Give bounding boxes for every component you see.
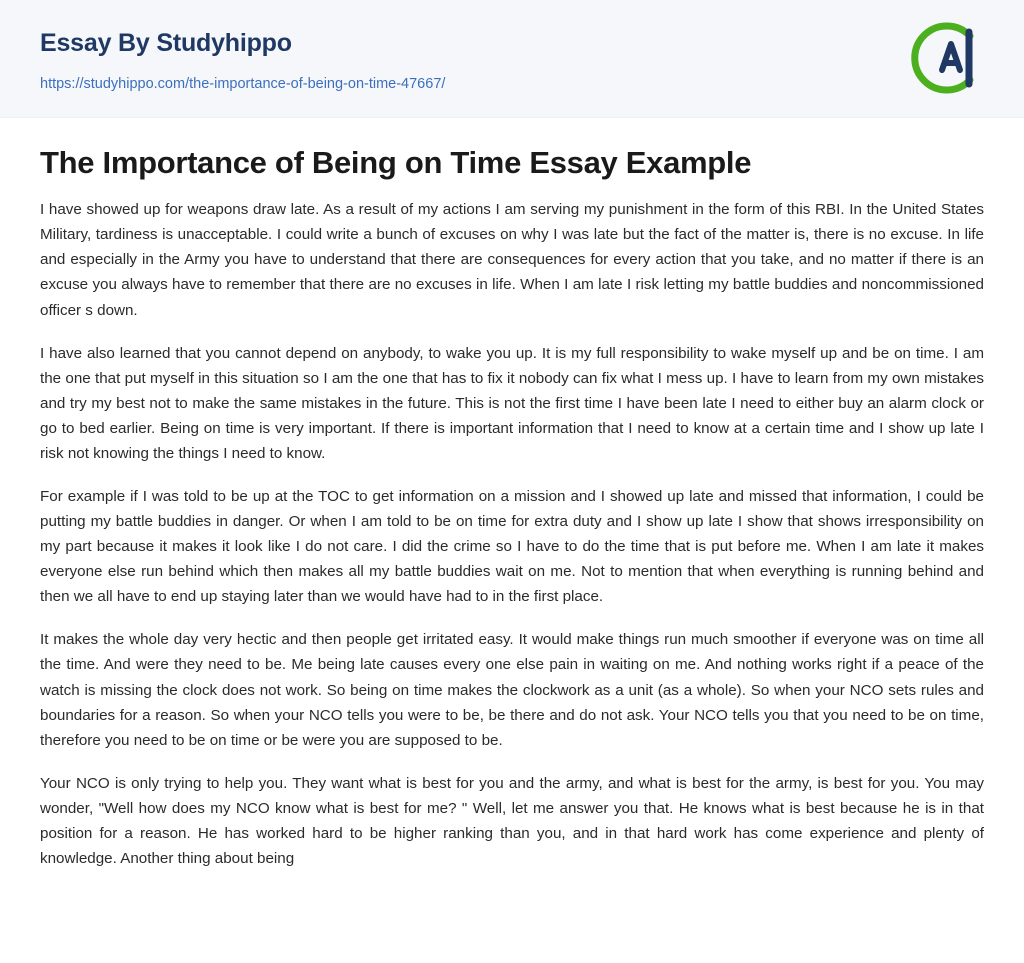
article-body [0, 118, 1024, 871]
article-url-link[interactable]: https://studyhippo.com/the-importance-of-being-on-time-47667/ [40, 75, 446, 92]
paragraph: It makes the whole day very hectic and then people get irritated easy. It would make things run much smoother if everyone was on time all the time. And were they need to be. Me being late causes every one else pain in waiting on me. And nothing works right if a peace of the watch is missing the clock does not work. So being on time makes the clockwork as a unit (as a whole). So when your NCO sets rules and boundaries for a reason. So when your NCO tells you were to be, be there and do not ask. Your NCO tells you that you need to be on time, therefore you need to be on time or be were you are supposed to be. [40, 631, 984, 749]
studyhippo-a-logo-icon [906, 22, 978, 94]
site-title: Essay By Studyhippo [40, 29, 292, 57]
site-header [0, 0, 1024, 118]
paragraph: I have also learned that you cannot depend on anybody, to wake you up. It is my full responsibility to wake myself up and be on time. I am the one that put myself in this situation so I am the one that has to fix it nobody can fix what I mess up. I have to learn from my own mistakes and try my best not to make the same mistakes in the future. This is not the first time I have been late I need to either buy an alarm clock or go to bed earlier. Being on time is very important. If there is important information that I need to know at a certain time and I show up late I risk not knowing the things I need to know. [40, 344, 984, 462]
paragraph: I have showed up for weapons draw late. As a result of my actions I am serving my punishment in the form of this RBI. In the United States Military, tardiness is unacceptable. I could write a bunch of excuses on why I was late but the fact of the matter is, there is no excuse. In life and especially in the Army you have to understand that there are consequences for every action that you take, and no matter if there is an excuse you always have to remember that there are no excuses in life. When I am late I risk letting my battle buddies and noncommissioned officer s down. [40, 201, 984, 319]
page-title: The Importance of Being on Time Essay Example [40, 145, 752, 180]
paragraph: Your NCO is only trying to help you. They want what is best for you and the army, and what is best for the army, is best for you. You may wonder, "Well how does my NCO know what is best for me? " Well, let me answer you that. He knows what is best because he is in that position for a reason. He has worked hard to be higher ranking than you, and in that hard work has come experience and plenty of knowledge. Another thing about being [40, 774, 984, 867]
paragraph: For example if I was told to be up at the TOC to get information on a mission and I showed up late and missed that information, I could be putting my battle buddies in danger. Or when I am told to be on time for extra duty and I show up late I show that shows irresponsibility on my part because it makes it look like I do not care. I did the crime so I have to do the time that is put before me. When I am late it makes everyone else run behind which then makes all my battle buddies wait on me. Not to mention that when everything is running behind and then we all have to end up staying later than we would have had to in the first place. [40, 487, 984, 606]
